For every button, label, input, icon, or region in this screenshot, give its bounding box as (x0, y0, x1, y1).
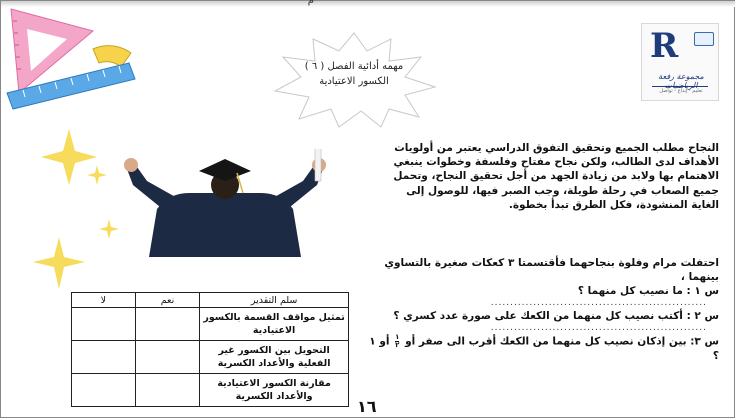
fraction-numerator: ١ (395, 333, 400, 341)
page-number: ١٦ (357, 397, 377, 416)
rubric-criterion: التحويل بين الكسور غير الفعلية والأعداد الكسرية (200, 341, 349, 374)
question-3-tail: أو ١ ؟ (369, 335, 719, 362)
logo-tagline: تعليم - إبداع - تواصل (659, 88, 703, 94)
rubric-yes-cell[interactable] (135, 308, 199, 341)
answer-line-1[interactable]: ........................................................ (490, 298, 707, 308)
rubric-criterion: مقارنة الكسور الاعتيادية والأعداد الكسرية (200, 374, 349, 407)
rubric-yes-cell[interactable] (135, 374, 199, 407)
logo-divider (652, 86, 708, 87)
problem-statement: احتفلت مرام وفلوة بنجاحهما فأقتسمتا ٣ كعكات صغيرة بالتساوي بينهما ، (384, 257, 719, 283)
problem-block (361, 256, 719, 363)
rubric-header-yes: نعم (135, 293, 199, 308)
rubric-table (71, 292, 349, 407)
rubric-header-criteria: سلم التقدير (200, 293, 349, 308)
logo-name: مجموعة رفعة (658, 72, 704, 81)
fraction-one-half (395, 334, 399, 349)
rubric-no-cell[interactable] (72, 374, 136, 407)
question-3 (361, 334, 719, 363)
fraction-denominator: ٢ (395, 341, 400, 349)
sparkle-star-icon (41, 129, 111, 199)
question-1: س ١ : ما نصيب كل منهما ؟ (577, 285, 719, 297)
geometry-tools-decor (1, 1, 151, 121)
logo-board-icon (694, 32, 714, 46)
sparkle-star-icon-3 (99, 219, 119, 239)
logo-letter: R (650, 26, 679, 66)
graduate-photo (109, 149, 341, 257)
publisher-logo (641, 23, 719, 101)
rubric-yes-cell[interactable] (135, 341, 199, 374)
table-row (72, 341, 349, 374)
rubric-header-row (72, 293, 349, 308)
task-subtitle: الكسور الاعتيادية (319, 76, 389, 87)
task-title: مهمه أدائية الفصل ( ٦ ) (304, 61, 404, 72)
table-row (72, 374, 349, 407)
answer-line-2[interactable]: ........................................................ (490, 323, 707, 333)
sparkle-star-icon-2 (31, 233, 91, 293)
intro-paragraph: النجاح مطلب الجميع وتحقيق التفوق الدراسي يعتبر من أولويات الأهداف لدى الطالب، ولكن نجاح مفتاح وفلسفة وخطوات ينبغي الاهتمام بها ولابد من زيادة الجهد من أجل تحقيق النجاح، وتحمل جميع الصعاب في رحلة طويلة، وجب الصبر فيها، للوصول إلى الغاية المنشودة، فكل الطرق تبدأ بخطوة. (393, 142, 719, 211)
question-3-text: س ٣: بين إذكان نصيب كل منهما من الكعك أقرب الى صفر أو (405, 335, 719, 348)
task-badge-text (269, 59, 439, 89)
rubric-criterion: تمثيل مواقف القسمة بالكسور الاعتيادية (200, 308, 349, 341)
table-row (72, 308, 349, 341)
rubric-no-cell[interactable] (72, 341, 136, 374)
question-2: س ٢ : أكتب نصيب كل منهما من الكعك على صورة عدد كسري ؟ (393, 310, 719, 322)
header-fragment: م (307, 0, 314, 6)
rubric-header-no: لا (72, 293, 136, 308)
rubric-no-cell[interactable] (72, 308, 136, 341)
